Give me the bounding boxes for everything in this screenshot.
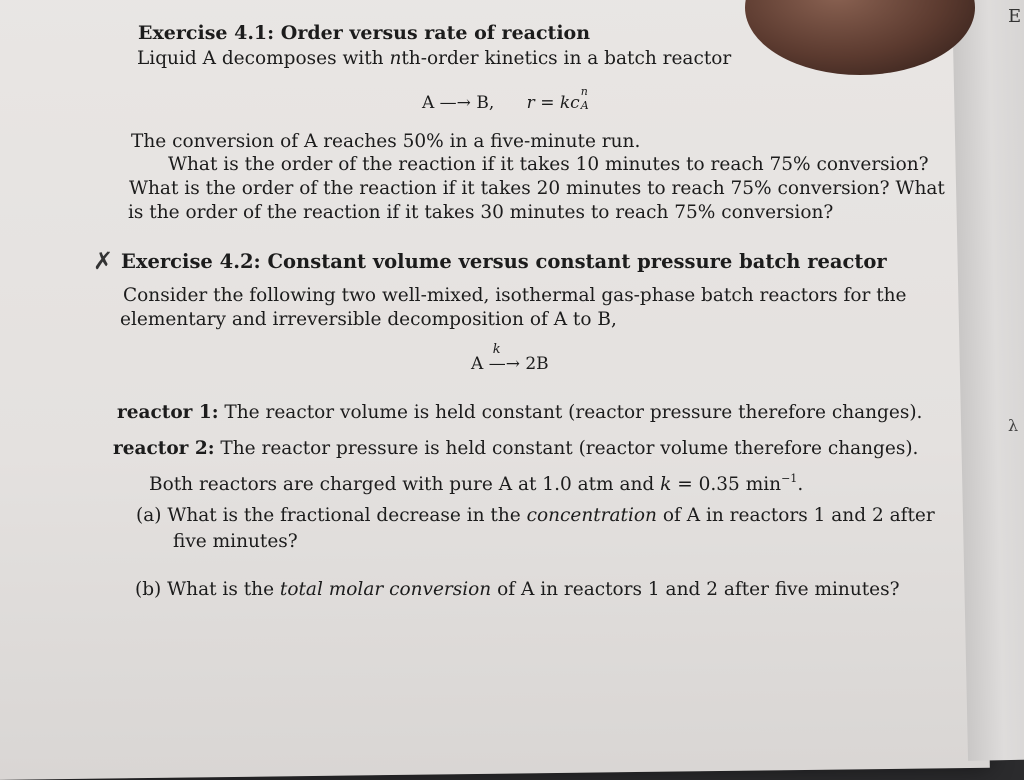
exercise-4-1-intro: Liquid A decomposes with nth-order kinetics in a batch reactor xyxy=(137,48,732,69)
rate-constant-label: k xyxy=(492,342,501,357)
question-b: (b) What is the total molar conversion of A in reactors 1 and 2 after five minutes? xyxy=(135,579,900,600)
decomposition-equation: A k —→ 2B xyxy=(471,342,549,374)
charge-conditions: Both reactors are charged with pure A at 1.0 atm and k = 0.35 $\min^{-1}$. xyxy=(149,472,804,495)
question-a-continued: five minutes? xyxy=(173,531,298,552)
exercise-4-2-line-1: Consider the following two well-mixed, isothermal gas-phase batch reactors for the xyxy=(123,285,907,306)
reactor-1-description: reactor 1: The reactor volume is held constant (reactor pressure therefore changes). xyxy=(117,402,923,423)
facing-page-letter: E xyxy=(1008,6,1022,27)
exercise-4-2-title: Exercise 4.2: Constant volume versus constant pressure batch reactor xyxy=(121,250,887,273)
reactor-2-description: reactor 2: The reactor pressure is held constant (reactor volume therefore changes). xyxy=(113,438,919,459)
exercise-4-1-line-2: What is the order of the reaction if it takes 10 minutes to reach 75% conversion? xyxy=(168,154,929,175)
facing-page-mark: λ xyxy=(1008,416,1019,435)
pencil-check-mark: ✗ xyxy=(93,247,114,275)
exercise-4-1-title: Exercise 4.1: Order versus rate of reaction xyxy=(138,22,591,44)
exercise-4-1-line-3: What is the order of the reaction if it takes 20 minutes to reach 75% conversion? What xyxy=(129,178,945,199)
reaction-equation: A —→ B, r = kc n A xyxy=(422,85,589,113)
exercise-4-1-line-1: The conversion of A reaches 50% in a five-minute run. xyxy=(131,131,641,152)
exercise-4-2-line-2: elementary and irreversible decomposition of A to B, xyxy=(120,309,617,330)
question-a: (a) What is the fractional decrease in the concentration of A in reactors 1 and 2 after xyxy=(136,505,935,526)
exercise-4-1-line-4: is the order of the reaction if it takes 30 minutes to reach 75% conversion? xyxy=(128,202,834,223)
